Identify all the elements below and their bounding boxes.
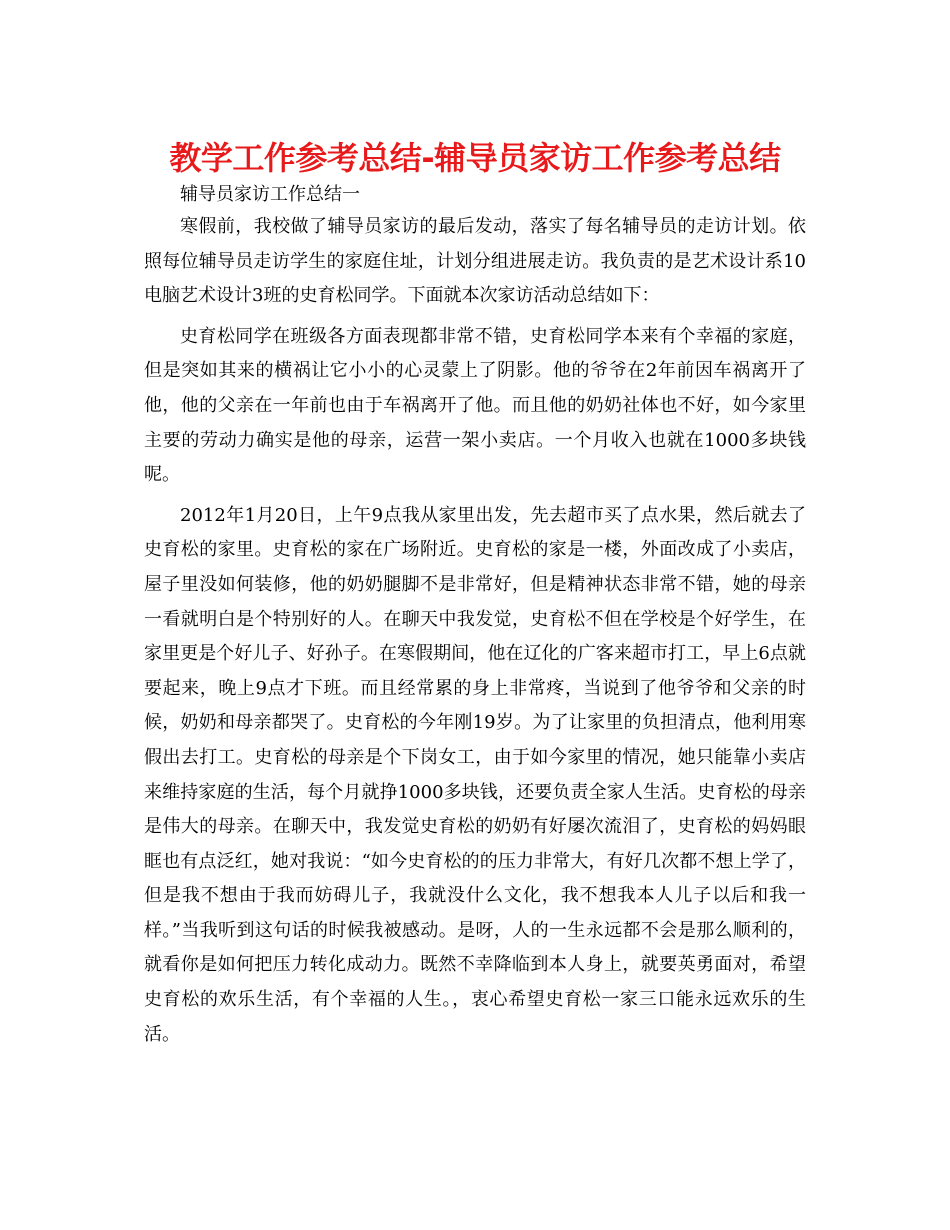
document-title: 教学工作参考总结-辅导员家访工作参考总结 bbox=[169, 139, 781, 177]
document-body bbox=[144, 210, 806, 1052]
paragraph-visit: 2012年1月20日，上午9点我从家里出发，先去超市买了点水果，然后就去了史育松的家里。史育松的家在广场附近。史育松的家是一楼，外面改成了小卖店，屋子里没如何装修，他的奶奶腿脚不是非常好，但是精神状态非常不错，她的母亲一看就明白是个特别好的人。在聊天中我发觉，史育松不但在学校是个好学生，在家里更是个好儿子、好孙子。在寒假期间，他在辽化的广客来超市打工，早上6点就要起来，晚上9点才下班。而且经常累的身上非常疼，当说到了他爷爷和父亲的时候，奶奶和母亲都哭了。史育松的今年刚19岁。为了让家里的负担清点，他利用寒假出去打工。史育松的母亲是个下岗女工，由于如今家里的情况，她只能靠小卖店来维持家庭的生活，每个月就挣1000多块钱，还要负责全家人生活。史育松的母亲是伟大的母亲。在聊天中，我发觉史育松的奶奶有好屡次流泪了，史育松的妈妈眼眶也有点泛红，她对我说：“如今史育松的的压力非常大，有好几次都不想上学了，但是我不想由于我而妨碍儿子，我就没什么文化，我不想我本人儿子以后和我一样。”当我听到这句话的时候我被感动。是呀，人的一生永远都不会是那么顺利的，就看你是如何把压力转化成动力。既然不幸降临到本人身上，就要英勇面对，希望史育松的欢乐生活，有个幸福的人生。，衷心希望史育松一家三口能永远欢乐的生活。 bbox=[144, 504, 806, 1045]
document-subtitle: 辅导员家访工作总结一 bbox=[180, 184, 360, 205]
paragraph-background: 史育松同学在班级各方面表现都非常不错，史育松同学本来有个幸福的家庭，但是突如其来的横祸让它小小的心灵蒙上了阴影。他的爷爷在2年前因车祸离开了他，他的父亲在一年前也由于车祸离开了他。而且他的奶奶社体也不好，如今家里主要的劳动力确实是他的母亲，运营一架小卖店。一个月收入也就在1000多块钱呢。 bbox=[144, 325, 806, 486]
paragraph-intro: 寒假前，我校做了辅导员家访的最后发动，落实了每名辅导员的走访计划。依照每位辅导员走访学生的家庭住址，计划分组进展走访。我负责的是艺术设计系10电脑艺术设计3班的史育松同学。下面就本次家访活动总结如下： bbox=[144, 216, 806, 307]
